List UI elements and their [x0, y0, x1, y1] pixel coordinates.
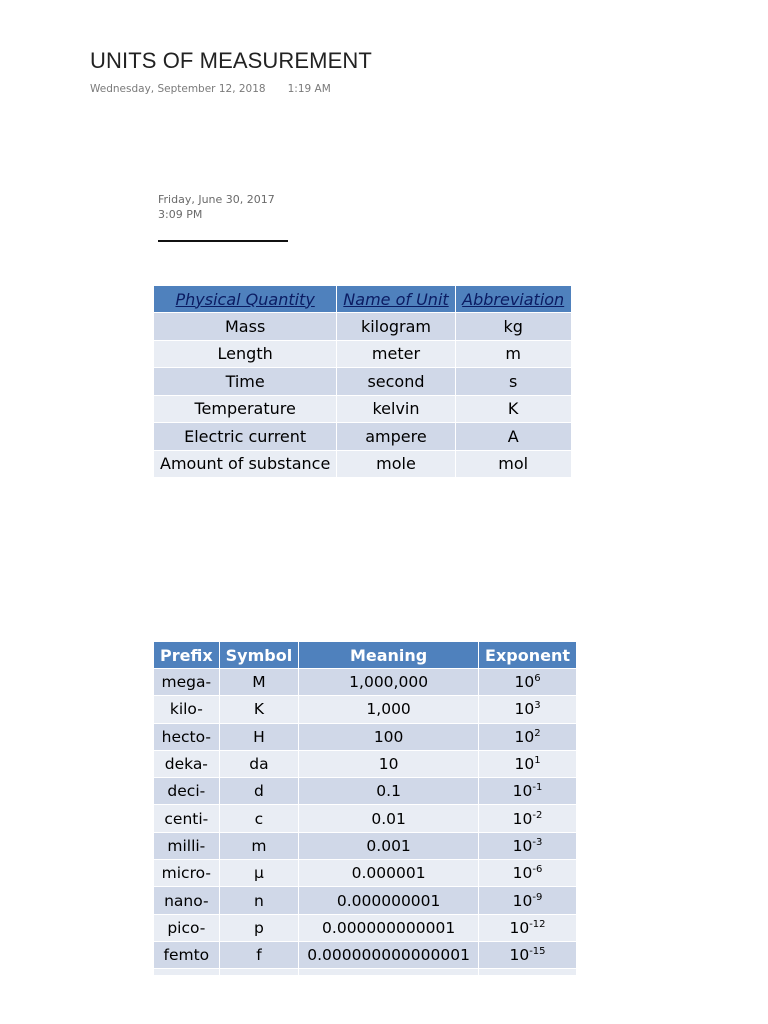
symbol-cell: K [219, 696, 299, 723]
exponent-power: -6 [532, 864, 543, 876]
table-row [154, 914, 577, 941]
exponent-base: 10 [514, 755, 535, 774]
meaning-cell: 100 [299, 723, 479, 750]
table-row [154, 669, 577, 696]
exponent-base: 10 [512, 864, 533, 883]
meaning-cell: 0.000001 [299, 860, 479, 887]
table-row [154, 313, 572, 341]
note-time: 3:09 PM [158, 208, 203, 221]
exponent-base: 10 [514, 727, 535, 746]
meaning-cell: 0.01 [299, 805, 479, 832]
symbol-cell: m [219, 832, 299, 859]
table-row-partial [154, 969, 577, 975]
prefix-cell: deka- [154, 750, 220, 777]
exponent-cell [479, 914, 577, 941]
abbreviation-cell: s [455, 368, 571, 396]
exponent-power: 2 [534, 727, 541, 739]
quantity-cell: Mass [154, 313, 337, 341]
prefix-table [153, 641, 577, 975]
table-row [154, 450, 572, 478]
exponent-cell [479, 669, 577, 696]
symbol-cell: p [219, 914, 299, 941]
exponent-cell [479, 887, 577, 914]
exponent-cell [479, 805, 577, 832]
header-name-of-unit: Name of Unit [337, 286, 455, 313]
exponent-base: 10 [514, 673, 535, 692]
exponent-base: 10 [509, 946, 530, 965]
abbreviation-cell: K [455, 395, 571, 423]
header-exponent: Exponent [479, 642, 577, 669]
exponent-cell [479, 860, 577, 887]
prefix-cell: mega- [154, 669, 220, 696]
unit-cell: kilogram [337, 313, 455, 341]
abbreviation-cell: m [455, 340, 571, 368]
exponent-power: -12 [529, 918, 546, 930]
unit-cell: second [337, 368, 455, 396]
meaning-cell: 0.000000000001 [299, 914, 479, 941]
header-abbreviation: Abbreviation [455, 286, 571, 313]
table-row [154, 340, 572, 368]
table-row [154, 805, 577, 832]
table-row [154, 723, 577, 750]
symbol-cell: f [219, 941, 299, 968]
symbol-cell: n [219, 887, 299, 914]
quantity-cell: Length [154, 340, 337, 368]
exponent-power: -15 [529, 946, 546, 958]
quantity-cell: Time [154, 368, 337, 396]
prefix-cell: milli- [154, 832, 220, 859]
symbol-cell: μ [219, 860, 299, 887]
symbol-cell: d [219, 778, 299, 805]
header-physical-quantity: Physical Quantity [154, 286, 337, 313]
meaning-cell: 0.000000000000001 [299, 941, 479, 968]
exponent-base: 10 [512, 782, 533, 801]
units-table-header [154, 286, 572, 313]
prefix-cell: centi- [154, 805, 220, 832]
abbreviation-cell: kg [455, 313, 571, 341]
meaning-cell: 0.001 [299, 832, 479, 859]
prefix-cell: pico- [154, 914, 220, 941]
meaning-cell: 10 [299, 750, 479, 777]
unit-cell: ampere [337, 423, 455, 451]
exponent-power: -3 [532, 836, 543, 848]
note-date: Friday, June 30, 2017 [158, 193, 275, 206]
exponent-cell [479, 723, 577, 750]
prefix-cell: deci- [154, 778, 220, 805]
table-row [154, 860, 577, 887]
meaning-cell: 1,000,000 [299, 669, 479, 696]
units-table [153, 285, 572, 478]
note-meta [158, 192, 275, 222]
header-symbol: Symbol [219, 642, 299, 669]
table-row [154, 887, 577, 914]
exponent-base: 10 [509, 918, 530, 937]
table-row [154, 696, 577, 723]
symbol-cell: c [219, 805, 299, 832]
table-row [154, 832, 577, 859]
abbreviation-cell: mol [455, 450, 571, 478]
meaning-cell: 1,000 [299, 696, 479, 723]
exponent-power: 6 [534, 673, 541, 685]
exponent-cell [479, 696, 577, 723]
exponent-base: 10 [512, 809, 533, 828]
unit-cell: kelvin [337, 395, 455, 423]
exponent-power: 1 [534, 755, 541, 767]
quantity-cell: Electric current [154, 423, 337, 451]
table-row [154, 368, 572, 396]
table-row [154, 941, 577, 968]
exponent-cell [479, 778, 577, 805]
page-time: 1:19 AM [287, 83, 331, 95]
exponent-power: -1 [532, 782, 543, 794]
meaning-cell: 0.1 [299, 778, 479, 805]
prefix-table-header [154, 642, 577, 669]
quantity-cell: Temperature [154, 395, 337, 423]
unit-cell: meter [337, 340, 455, 368]
prefix-cell: micro- [154, 860, 220, 887]
abbreviation-cell: A [455, 423, 571, 451]
table-row [154, 778, 577, 805]
table-row [154, 750, 577, 777]
meaning-cell: 0.000000001 [299, 887, 479, 914]
header-prefix: Prefix [154, 642, 220, 669]
exponent-power: 3 [534, 700, 541, 712]
page-meta [90, 83, 331, 95]
table-row [154, 395, 572, 423]
table-row [154, 423, 572, 451]
exponent-base: 10 [514, 700, 535, 719]
unit-cell: mole [337, 450, 455, 478]
prefix-cell: nano- [154, 887, 220, 914]
exponent-base: 10 [512, 891, 533, 910]
exponent-cell [479, 941, 577, 968]
symbol-cell: da [219, 750, 299, 777]
prefix-cell: kilo- [154, 696, 220, 723]
prefix-cell: hecto- [154, 723, 220, 750]
header-meaning: Meaning [299, 642, 479, 669]
exponent-base: 10 [512, 836, 533, 855]
page-title: UNITS OF MEASUREMENT [90, 48, 372, 73]
page-date: Wednesday, September 12, 2018 [90, 83, 266, 95]
exponent-power: -2 [532, 809, 543, 821]
symbol-cell: H [219, 723, 299, 750]
symbol-cell: M [219, 669, 299, 696]
quantity-cell: Amount of substance [154, 450, 337, 478]
exponent-cell [479, 832, 577, 859]
exponent-power: -9 [532, 891, 543, 903]
exponent-cell [479, 750, 577, 777]
prefix-table-container [153, 641, 577, 975]
note-divider [158, 240, 288, 242]
prefix-cell: femto [154, 941, 220, 968]
